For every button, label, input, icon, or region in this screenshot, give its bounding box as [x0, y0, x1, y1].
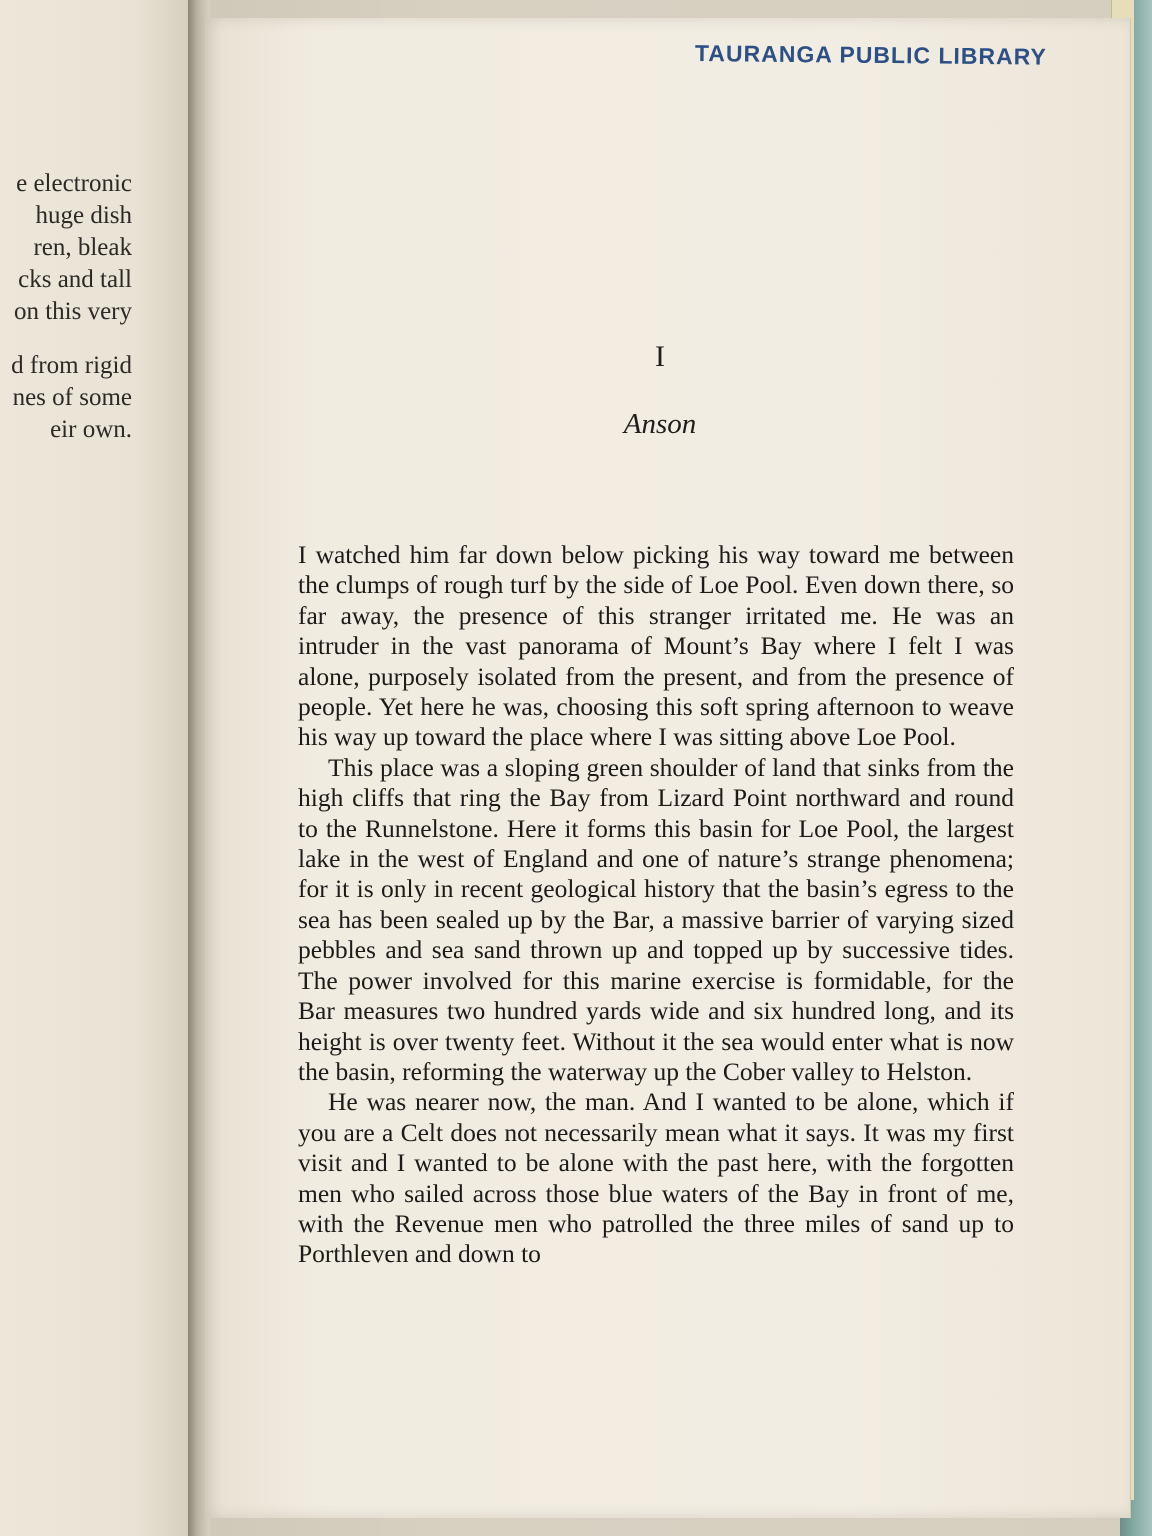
left-page-line: on this very — [13, 298, 132, 325]
paragraph-gap — [11, 328, 132, 350]
left-page-line: e electronic — [16, 170, 132, 197]
left-page-text — [11, 168, 132, 446]
left-page-line: nes of some — [12, 384, 132, 411]
left-page-line: cks and tall — [18, 266, 132, 293]
left-page-line: d from rigid — [11, 352, 132, 379]
chapter-title: Anson — [623, 408, 697, 440]
paragraph: I watched him far down below picking his way toward me between the clumps of rough turf by the side of Loe Pool. Even down there, so far away, the presence of this stranger irritated me. He was an intruder in the vast panorama of Mount’s Bay where I felt I was alone, purposely isolated from the present, and from the presence of people. Yet here he was, choosing this soft spring afternoon to weave his way up toward the place where I was sitting above Loe Pool. — [298, 540, 1014, 752]
chapter-body — [298, 540, 1014, 1270]
paragraph: This place was a sloping green shoulder of land that sinks from the high cliffs that ring the Bay from Lizard Point northward and round to the Runnelstone. Here it forms this basin for Loe Pool, the largest lake in the west of England and one of nature’s strange phenomena; for it is only in recent geological history that the basin’s egress to the sea has been sealed up by the Bar, a massive barrier of varying sized pebbles and sea sand thrown up and topped up by successive tides. The power involved for this marine exercise is formidable, for the Bar measures two hundred yards wide and six hundred long, and its height is over twenty feet. Without it the sea would enter what is now the basin, reforming the waterway up the Cober valley to Helston. — [298, 752, 1014, 1086]
left-page-line: huge dish — [35, 202, 132, 229]
chapter-number: I — [655, 340, 665, 373]
left-page-line: ren, bleak — [33, 234, 132, 261]
paragraph: He was nearer now, the man. And I wanted to be alone, which if you are a Celt does not necessarily mean what it says. It was my first visit and I wanted to be alone with the past here, with the forgotten men who sailed across those blue waters of the Bay in front of me, with the Revenue men who patrolled the three miles of sand up to Porthleven and down to — [298, 1087, 1014, 1269]
library-stamp: TAURANGA PUBLIC LIBRARY — [694, 40, 1047, 70]
left-page-line: eir own. — [50, 416, 132, 443]
left-page — [0, 0, 192, 1536]
